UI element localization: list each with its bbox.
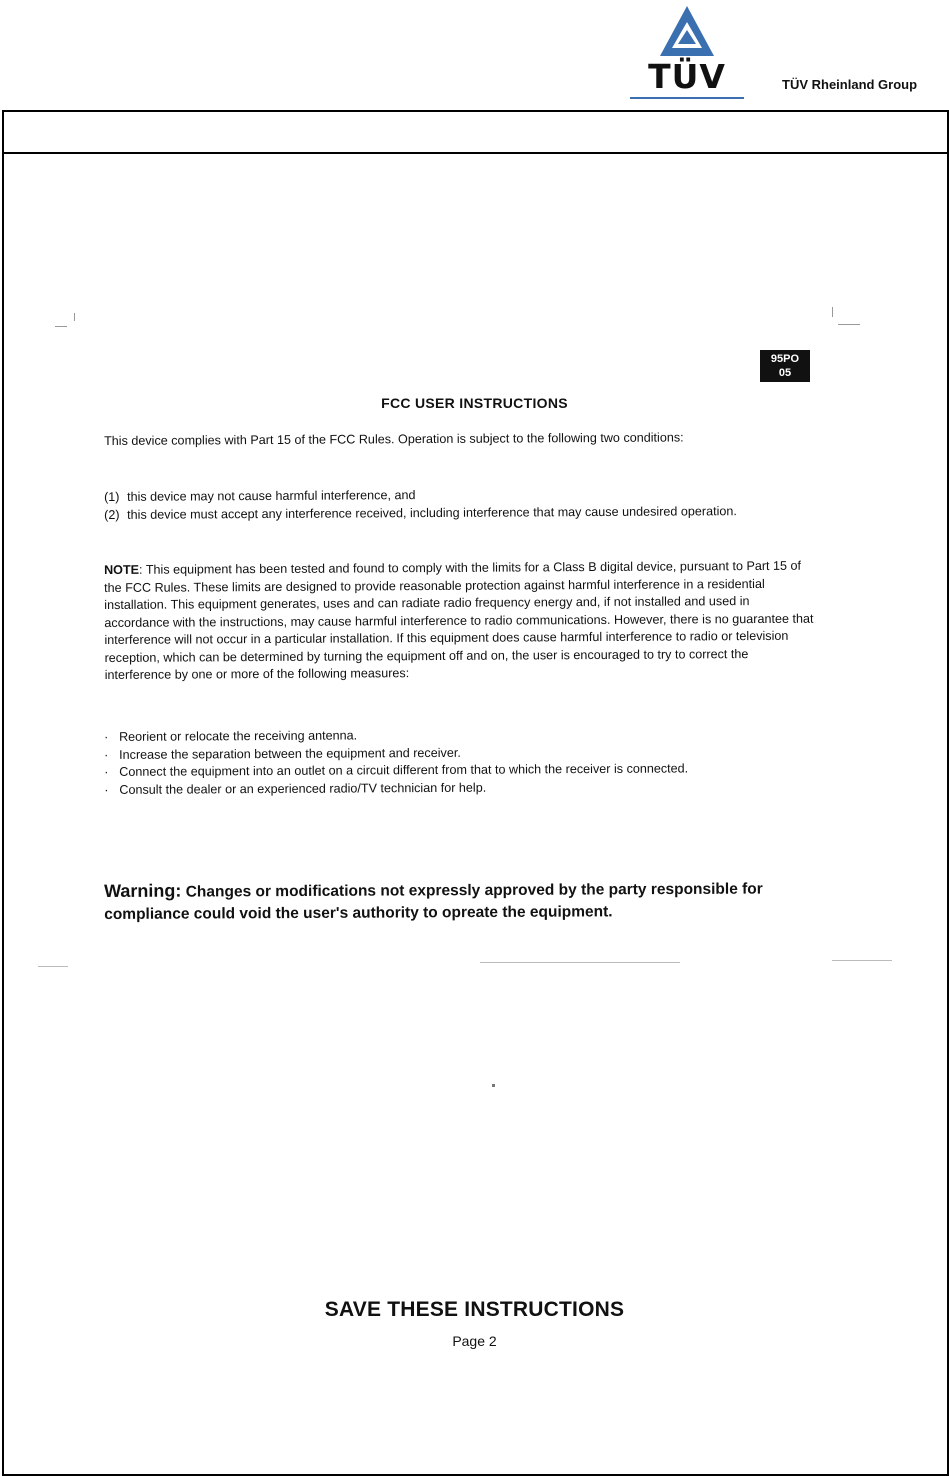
warning-label: Warning:: [104, 880, 182, 901]
note-label: NOTE: [104, 562, 140, 577]
bullet-icon: ·: [104, 764, 109, 779]
scan-mark: [55, 326, 67, 327]
scan-mark: [480, 962, 680, 963]
measure-item: [104, 777, 824, 799]
warning-statement: [104, 876, 784, 926]
measures-list: [104, 725, 824, 799]
scan-mark: [838, 324, 860, 325]
warning-text: Changes or modifications not expressly approved by the party responsible for compliance could void the user's authority to opreate the equipment.: [104, 880, 763, 923]
note-text: : This equipment has been tested and found to comply with the limits for a Class B digital device, pursuant to Part 15 of the FCC Rules. These limits are designed to provide reasonable protection against harmful interference in a residential installation. This equipment generates, uses and can radiate radio frequency energy and, if not installed and used in accordance with the instructions, may cause harmful interference to radio communications. However, there is no guarantee that interference will not occur in a particular installation. If this equipment does cause harmful interference to radio or television reception, which can be determined by turning the equipment off and on, the user is encouraged to try to correct the interference by one or more of the following measures:: [104, 558, 814, 682]
condition-number: (2): [104, 507, 120, 522]
intro-paragraph: This device complies with Part 15 of the FCC Rules. Operation is subject to the following two conditions:: [104, 430, 684, 448]
measure-text: Connect the equipment into an outlet on a circuit different from that to which the receiver is connected.: [119, 761, 689, 779]
document-title: FCC USER INSTRUCTIONS: [381, 395, 568, 411]
condition-number: (1): [104, 489, 120, 504]
note-paragraph: [104, 558, 815, 685]
scan-mark: [832, 307, 833, 317]
bullet-icon: ·: [104, 747, 109, 762]
scan-mark: [74, 313, 75, 321]
condition-text: this device may not cause harmful interference, and: [127, 488, 416, 504]
measure-text: Increase the separation between the equipment and receiver.: [119, 745, 461, 762]
scan-mark: [492, 1084, 495, 1087]
conditions-list: [104, 485, 824, 524]
measure-text: Consult the dealer or an experienced radio/TV technician for help.: [119, 780, 487, 797]
stamp-line1: 95PO: [770, 353, 800, 365]
condition-item: [104, 502, 824, 524]
stamp-line2: 05: [778, 367, 792, 379]
group-name: TÜV Rheinland Group: [782, 77, 918, 92]
page-number: Page 2: [452, 1333, 497, 1349]
condition-text: this device must accept any interference received, including interference that may cause undesired operation.: [127, 503, 737, 522]
bullet-icon: ·: [104, 782, 109, 797]
scan-mark: [38, 966, 68, 967]
stamp-badge: [760, 350, 810, 382]
save-instructions-heading: SAVE THESE INSTRUCTIONS: [324, 1298, 625, 1321]
bullet-icon: ·: [104, 729, 109, 744]
measure-text: Reorient or relocate the receiving antenna.: [119, 728, 358, 744]
logo-text: TÜV: [648, 57, 726, 96]
scan-mark: [832, 960, 892, 961]
